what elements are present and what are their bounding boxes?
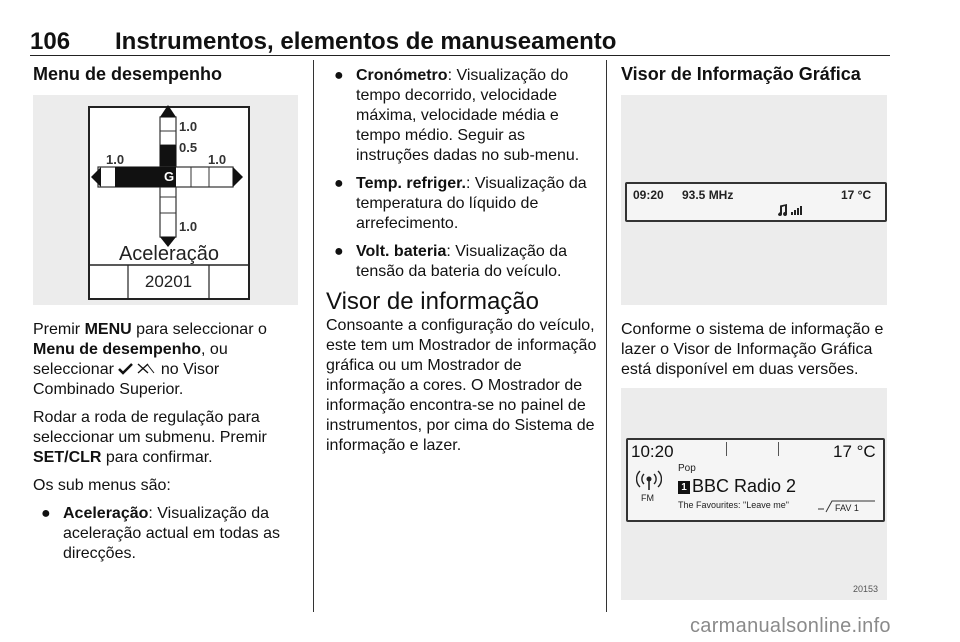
paragraph-menu bbox=[33, 320, 305, 400]
column-divider-1 bbox=[313, 60, 314, 612]
display2-temperature: 17 °C bbox=[833, 442, 876, 461]
program-type: Pop bbox=[678, 463, 696, 474]
item-term: Volt. bateria bbox=[356, 243, 447, 260]
key-menu: MENU bbox=[84, 321, 132, 338]
item-text: : Visualização da aceleração actual em todas as direcções. bbox=[63, 505, 281, 562]
item-text: : Visualização do tempo decorrido, velocidade máxima, velocidade média e tempo médio. Seguir as instruções dadas no sub-menu. bbox=[356, 67, 580, 164]
column-1-text bbox=[33, 320, 305, 572]
column-2-text bbox=[326, 66, 598, 456]
paragraph-info-display: Consoante a configuração do veículo, este tem um Mostrador de informação gráfica ou um Mostrador de informação a cores. O Mostrador de informação encontra-se no painel de instrumentos, por cima do Sistema de informação e lazer. bbox=[326, 317, 597, 454]
display-panel-1 bbox=[625, 182, 887, 222]
item-term: Aceleração bbox=[63, 505, 149, 522]
display2-time: 10:20 bbox=[631, 442, 674, 461]
key-set-clr: SET/CLR bbox=[33, 449, 102, 466]
graphic-display-figure-1 bbox=[621, 95, 887, 305]
item-text: : Visualização da temperatura do líquido de arrefecimento. bbox=[356, 175, 587, 232]
value-up-mid: 0.5 bbox=[179, 140, 198, 155]
item-term: Temp. refriger. bbox=[356, 175, 466, 192]
text: Rodar a roda de regulação para seleccionar um submenu. Premir bbox=[33, 409, 267, 446]
acceleration-figure bbox=[33, 95, 298, 305]
text: Premir bbox=[33, 321, 85, 338]
value-left: 1.0 bbox=[106, 152, 125, 167]
band-label: FM bbox=[641, 493, 654, 503]
header-rule bbox=[30, 55, 890, 56]
bullet-icon: ● bbox=[41, 505, 51, 522]
item-term: Cronómetro bbox=[356, 67, 448, 84]
value-right: 1.0 bbox=[208, 152, 227, 167]
favourite-button[interactable]: FAV 1 bbox=[835, 503, 859, 513]
section-title-graphic-display: Visor de Informação Gráfica bbox=[621, 64, 861, 84]
page-number: 106 bbox=[30, 28, 71, 55]
figure-readout: 20201 bbox=[144, 272, 193, 291]
bullet-icon: ● bbox=[334, 175, 344, 192]
text: no Visor Combinado Superior. bbox=[33, 361, 220, 398]
graphic-display-figure-2 bbox=[621, 388, 887, 600]
menu-name: Menu de desempenho bbox=[33, 341, 202, 358]
station-name: BBC Radio 2 bbox=[692, 476, 797, 496]
item-text: : Visualização da tensão da bateria do veículo. bbox=[356, 243, 568, 280]
bullet-icon: ● bbox=[334, 243, 344, 260]
g-label: G bbox=[163, 169, 175, 184]
bullet-icon: ● bbox=[334, 67, 344, 84]
figure-title-acceleration: Aceleração bbox=[118, 243, 220, 265]
music-signal-icon bbox=[776, 204, 804, 216]
list-item bbox=[326, 66, 598, 166]
list-item bbox=[326, 242, 598, 282]
paragraph-two-versions: Conforme o sistema de informação e lazer o Visor de Informação Gráfica está disponível em duas versões. bbox=[621, 321, 884, 378]
preset-number-badge: 1 bbox=[678, 481, 690, 494]
heading-info-display: Visor de informação bbox=[326, 288, 539, 315]
text: para seleccionar o bbox=[131, 321, 267, 338]
paragraph-rotate bbox=[33, 408, 305, 468]
check-cross-icon bbox=[118, 362, 156, 375]
text: , ou seleccionar bbox=[33, 341, 228, 378]
radio-text: The Favourites: "Leave me" bbox=[678, 500, 789, 510]
display1-temperature: 17 °C bbox=[841, 188, 872, 202]
text: para confirmar. bbox=[101, 449, 213, 466]
display1-time: 09:20 bbox=[633, 188, 664, 202]
image-code: 20153 bbox=[853, 584, 879, 594]
column-divider-2 bbox=[606, 60, 607, 612]
display-divider bbox=[778, 442, 779, 456]
chapter-title: Instrumentos, elementos de manuseamento bbox=[115, 28, 617, 55]
list-item bbox=[33, 504, 305, 564]
paragraph-submenus: Os sub menus são: bbox=[33, 477, 171, 494]
display-panel-2 bbox=[626, 438, 885, 522]
display1-frequency: 93.5 MHz bbox=[682, 188, 734, 202]
radio-antenna-icon bbox=[636, 469, 662, 491]
display-divider bbox=[726, 442, 727, 456]
value-down: 1.0 bbox=[179, 219, 198, 234]
value-up: 1.0 bbox=[179, 119, 198, 134]
watermark: carmanualsonline.info bbox=[690, 615, 891, 637]
list-item bbox=[326, 174, 598, 234]
section-title-performance-menu: Menu de desempenho bbox=[33, 64, 223, 84]
